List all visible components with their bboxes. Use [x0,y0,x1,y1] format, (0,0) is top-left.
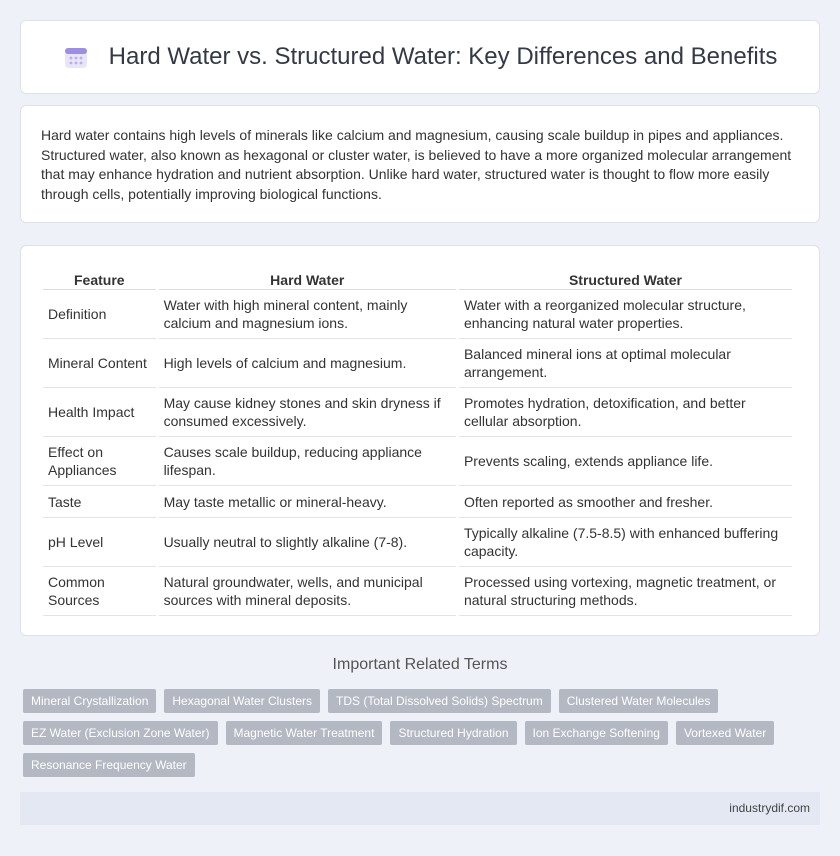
feature-cell: pH Level [43,518,156,567]
related-terms-list [23,689,823,777]
feature-cell: Health Impact [43,388,156,437]
hard-water-cell: Natural groundwater, wells, and municipal sources with mineral deposits. [159,567,456,616]
hard-water-cell: May cause kidney stones and skin dryness if consumed excessively. [159,388,456,437]
column-header-hard-water: Hard Water [159,264,456,290]
hard-water-cell: Water with high mineral content, mainly calcium and magnesium ions. [159,290,456,339]
intro-card [20,105,820,223]
footer [20,792,820,825]
structured-water-cell: Balanced mineral ions at optimal molecular arrangement. [459,339,792,388]
related-term-tag[interactable]: Mineral Crystallization [23,689,156,713]
feature-cell: Definition [43,290,156,339]
related-terms-heading: Important Related Terms [332,656,508,673]
feature-cell: Common Sources [43,567,156,616]
intro-paragraph: Hard water contains high levels of minerals like calcium and magnesium, causing scale buildup in pipes and appliances. Structured water, also known as hexagonal or cluster water, is believed to have a more organized molecular arrangement that may enhance hydration and nutrient absorption. Unlike hard water, structured water is thought to flow more easily through cells, potentially improving biological functions. [41,127,792,202]
table-row [43,290,792,339]
related-term-tag[interactable]: Magnetic Water Treatment [226,721,383,745]
comparison-table [40,264,795,616]
feature-cell: Mineral Content [43,339,156,388]
hard-water-cell: Usually neutral to slightly alkaline (7-8). [159,518,456,567]
calendar-icon [63,44,89,70]
hard-water-cell: High levels of calcium and magnesium. [159,339,456,388]
page-title: Hard Water vs. Structured Water: Key Differences and Benefits [108,43,778,70]
column-header-feature: Feature [43,264,156,290]
related-term-tag[interactable]: Structured Hydration [390,721,516,745]
structured-water-cell: Promotes hydration, detoxification, and better cellular absorption. [459,388,792,437]
related-term-tag[interactable]: Hexagonal Water Clusters [164,689,320,713]
footer-site-link[interactable]: industrydif.com [729,801,810,815]
table-row [43,567,792,616]
column-header-structured-water: Structured Water [459,264,792,290]
feature-cell: Taste [43,486,156,518]
related-term-tag[interactable]: TDS (Total Dissolved Solids) Spectrum [328,689,551,713]
related-term-tag[interactable]: Resonance Frequency Water [23,753,195,777]
related-term-tag[interactable]: Vortexed Water [676,721,774,745]
table-row [43,486,792,518]
comparison-table-card [20,245,820,636]
structured-water-cell: Processed using vortexing, magnetic treatment, or natural structuring methods. [459,567,792,616]
structured-water-cell: Typically alkaline (7.5-8.5) with enhanced buffering capacity. [459,518,792,567]
table-row [43,339,792,388]
related-term-tag[interactable]: Clustered Water Molecules [559,689,719,713]
hard-water-cell: Causes scale buildup, reducing appliance lifespan. [159,437,456,486]
related-term-tag[interactable]: EZ Water (Exclusion Zone Water) [23,721,218,745]
structured-water-cell: Often reported as smoother and fresher. [459,486,792,518]
table-row [43,437,792,486]
feature-cell: Effect on Appliances [43,437,156,486]
structured-water-cell: Prevents scaling, extends appliance life. [459,437,792,486]
title-card [20,20,820,94]
related-term-tag[interactable]: Ion Exchange Softening [525,721,668,745]
structured-water-cell: Water with a reorganized molecular structure, enhancing natural water properties. [459,290,792,339]
table-row [43,518,792,567]
hard-water-cell: May taste metallic or mineral-heavy. [159,486,456,518]
table-row [43,388,792,437]
table-header-row [43,264,792,290]
